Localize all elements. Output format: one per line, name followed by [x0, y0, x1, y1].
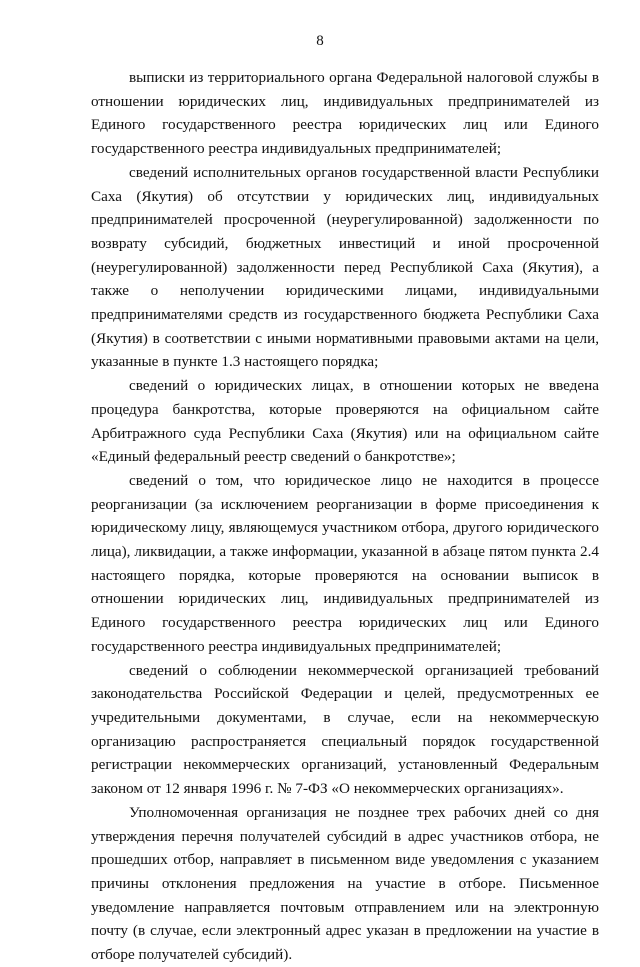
page-number: 8 — [316, 33, 324, 49]
document-body — [91, 66, 599, 967]
paragraph-nonprofit-compliance: сведений о соблюдении некоммерческой организацией требований законодательства Российской Федерации и целей, предусмотренных ее учредительными документами, в случае, если на некоммерческую организацию распространяется специальный порядок государственной регистрации некоммерческих организаций, установленный Федеральным законом от 12 января 1996 г. № 7-ФЗ «О некоммерческих организациях». — [91, 661, 599, 798]
paragraph-debt-information: сведений исполнительных органов государственной власти Республики Саха (Якутия) об отсутствии у юридических лиц, индивидуальных предпринимателей просроченной (неурегулированной) задолженности по возврату субсидий, бюджетных инвестиций и иной просроченной (неурегулированной) задолженности перед Республикой Саха (Якутия), а также о неполучении юридическими лицами, индивидуальными предпринимателями средств из государственного бюджета Республики Саха (Якутия) в соответствии с иными нормативными правовыми актами на цели, указанные в пункте 1.3 настоящего порядка; — [91, 163, 599, 371]
paragraph-tax-service-extracts: выписки из территориального органа Федеральной налоговой службы в отношении юридических лиц, индивидуальных предпринимателей из Единого государственного реестра юридических лиц или Единого государственного реестра индивидуальных предпринимателей; — [91, 69, 599, 158]
paragraph-rejection-notification: Уполномоченная организация не позднее трех рабочих дней со дня утверждения перечня получателей субсидий в адрес участников отбора, не прошедших отбор, направляет в письменном виде уведомления с указанием причины отклонения предложения на участие в отборе. Письменное уведомление направляется почтовым отправлением или на электронную почту (в случае, если электронный адрес указан в предложении на участие в отборе получателей субсидий). — [91, 803, 599, 964]
paragraph-reorganization-information: сведений о том, что юридическое лицо не находится в процессе реорганизации (за исключением реорганизации в форме присоединения к юридическому лицу, являющемуся участником отбора, другого юридического лица), ликвидации, а также информации, указанной в абзаце пятом пункта 2.4 настоящего порядка, которые проверяются на основании выписок в отношении юридических лиц, индивидуальных предпринимателей из Единого государственного реестра юридических лиц или Единого государственного реестра индивидуальных предпринимателей; — [91, 471, 599, 655]
paragraph-bankruptcy-information: сведений о юридических лицах, в отношении которых не введена процедура банкротства, которые проверяются на официальном сайте Арбитражного суда Республики Саха (Якутия) или на официальном сайте «Единый федеральный реестр сведений о банкротстве»; — [91, 377, 599, 466]
